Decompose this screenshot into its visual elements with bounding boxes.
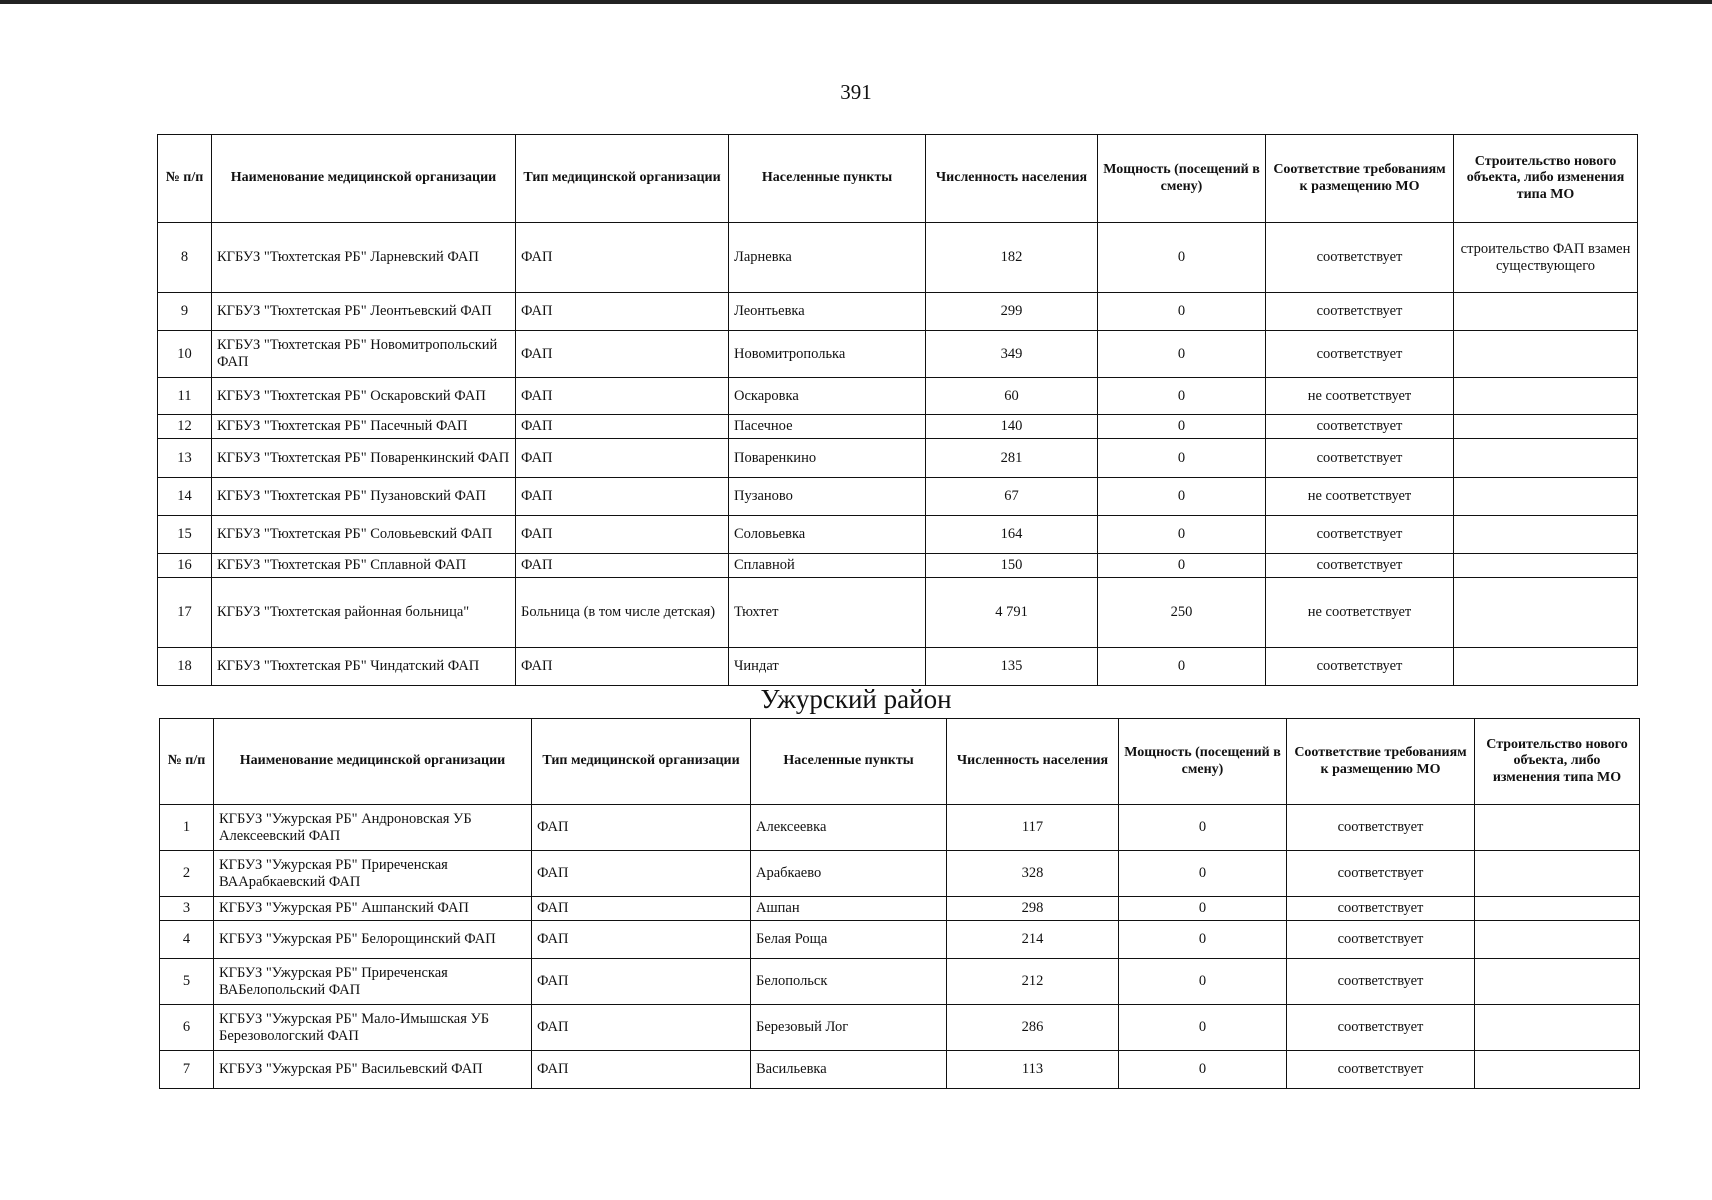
table-row	[160, 959, 1640, 1005]
row-number: 6	[160, 1005, 214, 1051]
population: 4 791	[926, 578, 1098, 648]
facilities-table-uzhur	[159, 718, 1640, 1089]
settlement: Тюхтет	[729, 578, 926, 648]
capacity: 0	[1119, 1005, 1287, 1051]
capacity: 0	[1119, 1051, 1287, 1089]
population: 212	[947, 959, 1119, 1005]
organization-name: КГБУЗ "Тюхтетская РБ" Сплавной ФАП	[212, 554, 516, 578]
population: 150	[926, 554, 1098, 578]
organization-name: КГБУЗ "Тюхтетская РБ" Ларневский ФАП	[212, 223, 516, 293]
compliance-status: не соответствует	[1266, 478, 1454, 516]
compliance-status: соответствует	[1266, 648, 1454, 686]
capacity: 0	[1119, 921, 1287, 959]
row-number: 10	[158, 331, 212, 378]
organization-type: ФАП	[516, 554, 729, 578]
table-row	[158, 331, 1638, 378]
compliance-status: соответствует	[1266, 223, 1454, 293]
population: 281	[926, 439, 1098, 478]
organization-type: ФАП	[516, 648, 729, 686]
row-number: 5	[160, 959, 214, 1005]
capacity: 0	[1098, 516, 1266, 554]
construction-note	[1454, 554, 1638, 578]
table-row	[160, 1051, 1640, 1089]
table-row	[158, 439, 1638, 478]
construction-note	[1475, 851, 1640, 897]
organization-name: КГБУЗ "Тюхтетская РБ" Оскаровский ФАП	[212, 378, 516, 415]
compliance-status: соответствует	[1266, 554, 1454, 578]
settlement: Белопольск	[751, 959, 947, 1005]
capacity: 0	[1098, 223, 1266, 293]
settlement: Васильевка	[751, 1051, 947, 1089]
population: 299	[926, 293, 1098, 331]
construction-note	[1454, 578, 1638, 648]
organization-name: КГБУЗ "Тюхтетская РБ" Пузановский ФАП	[212, 478, 516, 516]
population: 117	[947, 805, 1119, 851]
organization-type: Больница (в том числе детская)	[516, 578, 729, 648]
settlement: Оскаровка	[729, 378, 926, 415]
construction-note	[1475, 921, 1640, 959]
table-row	[158, 648, 1638, 686]
capacity: 0	[1119, 805, 1287, 851]
organization-name: КГБУЗ "Тюхтетская РБ" Соловьевский ФАП	[212, 516, 516, 554]
population: 140	[926, 415, 1098, 439]
organization-name: КГБУЗ "Ужурская РБ" Ашпанский ФАП	[214, 897, 532, 921]
construction-note	[1454, 439, 1638, 478]
construction-note	[1454, 378, 1638, 415]
row-number: 7	[160, 1051, 214, 1089]
table-row	[160, 851, 1640, 897]
header-cell: Тип медицинской организации	[516, 135, 729, 223]
row-number: 2	[160, 851, 214, 897]
settlement: Леонтьевка	[729, 293, 926, 331]
row-number: 3	[160, 897, 214, 921]
population: 298	[947, 897, 1119, 921]
table-row	[158, 415, 1638, 439]
capacity: 250	[1098, 578, 1266, 648]
row-number: 15	[158, 516, 212, 554]
organization-name: КГБУЗ "Тюхтетская РБ" Леонтьевский ФАП	[212, 293, 516, 331]
construction-note	[1475, 1051, 1640, 1089]
compliance-status: соответствует	[1287, 959, 1475, 1005]
construction-note: строительство ФАП взамен существующего	[1454, 223, 1638, 293]
table-header-row	[160, 719, 1640, 805]
row-number: 1	[160, 805, 214, 851]
capacity: 0	[1098, 554, 1266, 578]
organization-type: ФАП	[516, 293, 729, 331]
organization-type: ФАП	[532, 897, 751, 921]
header-cell: Мощность (посещений в смену)	[1119, 719, 1287, 805]
organization-name: КГБУЗ "Ужурская РБ" Мало-Имышская УБ Березовологский ФАП	[214, 1005, 532, 1051]
organization-type: ФАП	[532, 805, 751, 851]
table-row	[158, 293, 1638, 331]
header-cell: Мощность (посещений в смену)	[1098, 135, 1266, 223]
compliance-status: соответствует	[1287, 1051, 1475, 1089]
settlement: Сплавной	[729, 554, 926, 578]
construction-note	[1475, 805, 1640, 851]
settlement: Пузаново	[729, 478, 926, 516]
capacity: 0	[1119, 851, 1287, 897]
settlement: Новомитрополька	[729, 331, 926, 378]
table-row	[158, 378, 1638, 415]
construction-note	[1454, 478, 1638, 516]
construction-note	[1454, 331, 1638, 378]
organization-type: ФАП	[516, 378, 729, 415]
compliance-status: соответствует	[1287, 1005, 1475, 1051]
organization-type: ФАП	[516, 223, 729, 293]
organization-type: ФАП	[532, 921, 751, 959]
organization-type: ФАП	[532, 959, 751, 1005]
row-number: 4	[160, 921, 214, 959]
settlement: Пасечное	[729, 415, 926, 439]
population: 67	[926, 478, 1098, 516]
population: 349	[926, 331, 1098, 378]
population: 164	[926, 516, 1098, 554]
organization-name: КГБУЗ "Ужурская РБ" Приреченская ВАБелопольский ФАП	[214, 959, 532, 1005]
compliance-status: соответствует	[1266, 516, 1454, 554]
organization-name: КГБУЗ "Ужурская РБ" Андроновская УБ Алексеевский ФАП	[214, 805, 532, 851]
header-cell: Населенные пункты	[729, 135, 926, 223]
header-cell: Населенные пункты	[751, 719, 947, 805]
table-row	[158, 223, 1638, 293]
header-cell: № п/п	[160, 719, 214, 805]
construction-note	[1454, 415, 1638, 439]
row-number: 13	[158, 439, 212, 478]
header-cell: Тип медицинской организации	[532, 719, 751, 805]
settlement: Березовый Лог	[751, 1005, 947, 1051]
settlement: Ларневка	[729, 223, 926, 293]
capacity: 0	[1098, 439, 1266, 478]
organization-name: КГБУЗ "Ужурская РБ" Белорощинский ФАП	[214, 921, 532, 959]
organization-type: ФАП	[532, 851, 751, 897]
capacity: 0	[1098, 478, 1266, 516]
organization-name: КГБУЗ "Ужурская РБ" Приреченская ВААрабкаевский ФАП	[214, 851, 532, 897]
organization-type: ФАП	[516, 331, 729, 378]
capacity: 0	[1119, 897, 1287, 921]
organization-type: ФАП	[532, 1005, 751, 1051]
table-row	[158, 478, 1638, 516]
capacity: 0	[1098, 648, 1266, 686]
capacity: 0	[1098, 378, 1266, 415]
header-cell: Наименование медицинской организации	[212, 135, 516, 223]
scan-top-border	[0, 0, 1712, 4]
compliance-status: соответствует	[1287, 805, 1475, 851]
table-row	[158, 554, 1638, 578]
table-row	[160, 921, 1640, 959]
compliance-status: соответствует	[1266, 293, 1454, 331]
settlement: Белая Роща	[751, 921, 947, 959]
population: 113	[947, 1051, 1119, 1089]
organization-type: ФАП	[532, 1051, 751, 1089]
row-number: 18	[158, 648, 212, 686]
population: 135	[926, 648, 1098, 686]
organization-type: ФАП	[516, 415, 729, 439]
compliance-status: соответствует	[1287, 851, 1475, 897]
organization-type: ФАП	[516, 516, 729, 554]
table-header-row	[158, 135, 1638, 223]
construction-note	[1454, 648, 1638, 686]
table-row	[160, 897, 1640, 921]
compliance-status: соответствует	[1266, 415, 1454, 439]
organization-name: КГБУЗ "Тюхтетская РБ" Чиндатский ФАП	[212, 648, 516, 686]
settlement: Поваренкино	[729, 439, 926, 478]
settlement: Ашпан	[751, 897, 947, 921]
organization-name: КГБУЗ "Тюхтетская РБ" Пасечный ФАП	[212, 415, 516, 439]
header-cell: Соответствие требованиям к размещению МО	[1287, 719, 1475, 805]
compliance-status: соответствует	[1266, 331, 1454, 378]
construction-note	[1454, 516, 1638, 554]
settlement: Алексеевка	[751, 805, 947, 851]
construction-note	[1475, 959, 1640, 1005]
header-cell: Строительство нового объекта, либо изменения типа МО	[1475, 719, 1640, 805]
compliance-status: не соответствует	[1266, 578, 1454, 648]
settlement: Соловьевка	[729, 516, 926, 554]
capacity: 0	[1098, 331, 1266, 378]
header-cell: Численность населения	[947, 719, 1119, 805]
table-row	[158, 516, 1638, 554]
organization-name: КГБУЗ "Тюхтетская РБ" Поваренкинский ФАП	[212, 439, 516, 478]
table-row	[160, 805, 1640, 851]
row-number: 12	[158, 415, 212, 439]
row-number: 17	[158, 578, 212, 648]
population: 214	[947, 921, 1119, 959]
section-title: Ужурский район	[760, 684, 952, 714]
row-number: 8	[158, 223, 212, 293]
facilities-table-tyukhtet	[157, 134, 1638, 686]
header-cell: Численность населения	[926, 135, 1098, 223]
population: 182	[926, 223, 1098, 293]
header-cell: Наименование медицинской организации	[214, 719, 532, 805]
row-number: 16	[158, 554, 212, 578]
page-number: 391	[840, 80, 872, 104]
table-row	[158, 578, 1638, 648]
population: 328	[947, 851, 1119, 897]
header-cell: Строительство нового объекта, либо изменения типа МО	[1454, 135, 1638, 223]
population: 60	[926, 378, 1098, 415]
capacity: 0	[1098, 293, 1266, 331]
settlement: Арабкаево	[751, 851, 947, 897]
row-number: 11	[158, 378, 212, 415]
construction-note	[1475, 1005, 1640, 1051]
header-cell: Соответствие требованиям к размещению МО	[1266, 135, 1454, 223]
header-cell: № п/п	[158, 135, 212, 223]
organization-type: ФАП	[516, 439, 729, 478]
compliance-status: соответствует	[1287, 921, 1475, 959]
table-row	[160, 1005, 1640, 1051]
construction-note	[1454, 293, 1638, 331]
organization-name: КГБУЗ "Ужурская РБ" Васильевский ФАП	[214, 1051, 532, 1089]
row-number: 14	[158, 478, 212, 516]
capacity: 0	[1119, 959, 1287, 1005]
compliance-status: не соответствует	[1266, 378, 1454, 415]
row-number: 9	[158, 293, 212, 331]
organization-name: КГБУЗ "Тюхтетская районная больница"	[212, 578, 516, 648]
population: 286	[947, 1005, 1119, 1051]
organization-name: КГБУЗ "Тюхтетская РБ" Новомитропольский ФАП	[212, 331, 516, 378]
organization-type: ФАП	[516, 478, 729, 516]
compliance-status: соответствует	[1266, 439, 1454, 478]
capacity: 0	[1098, 415, 1266, 439]
construction-note	[1475, 897, 1640, 921]
compliance-status: соответствует	[1287, 897, 1475, 921]
settlement: Чиндат	[729, 648, 926, 686]
